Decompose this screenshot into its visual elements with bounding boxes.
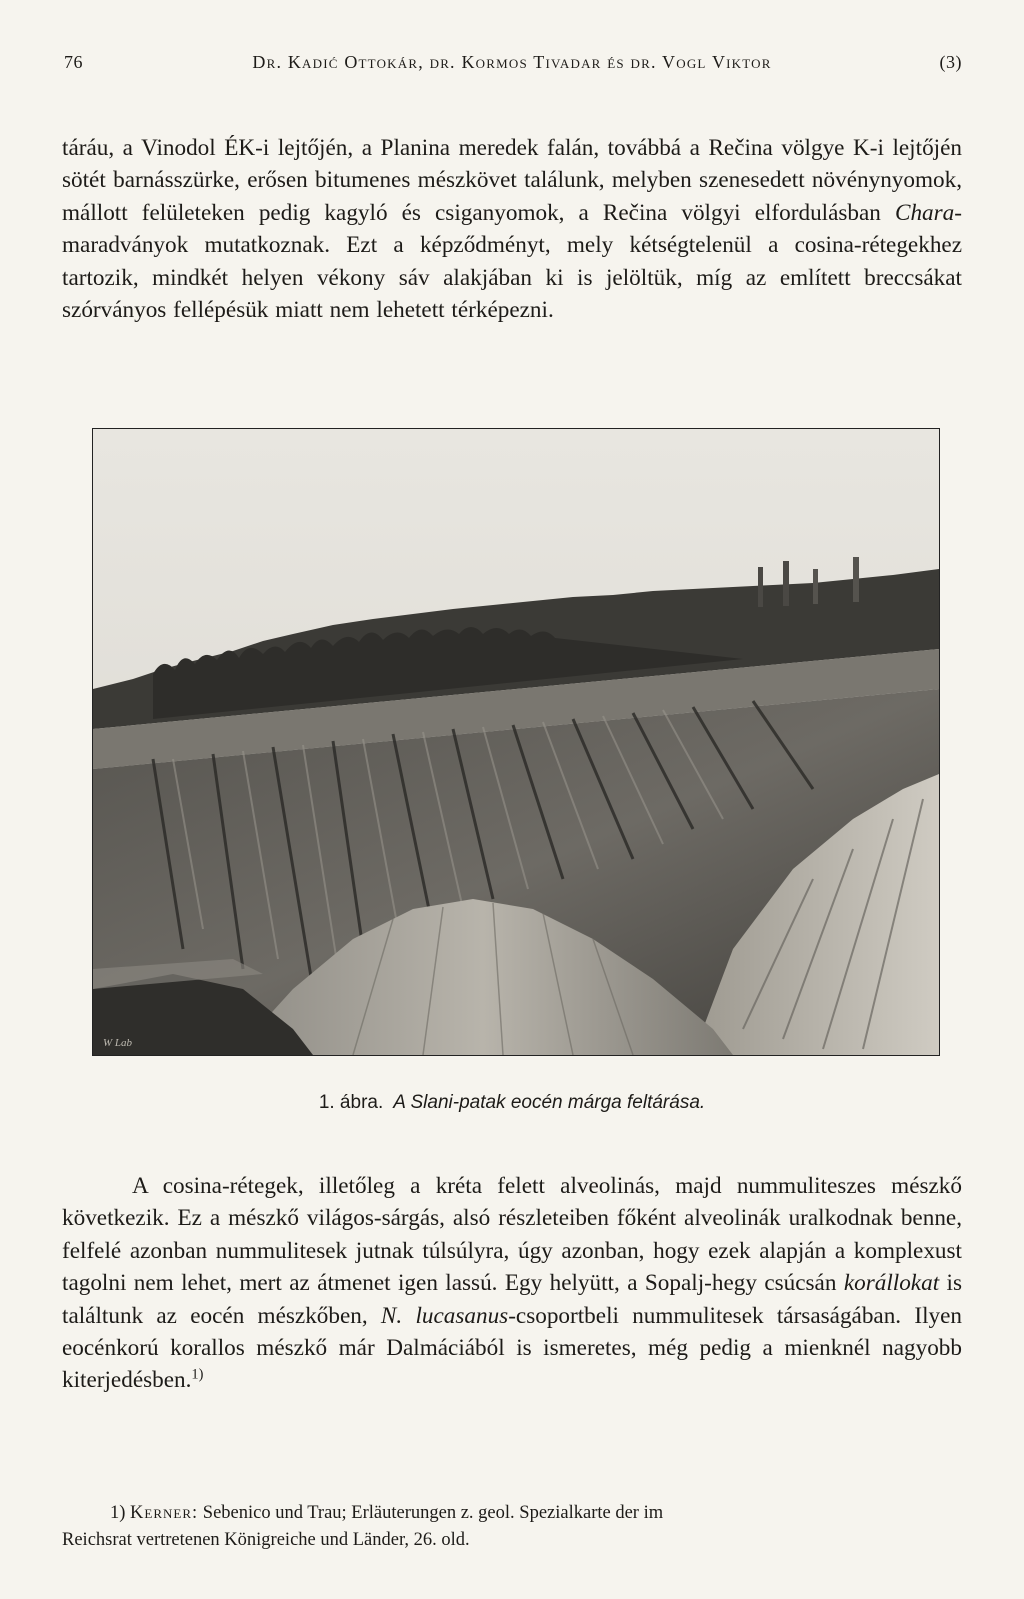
paragraph-top xyxy=(62,132,962,326)
caption-label: 1. ábra. xyxy=(318,1092,384,1113)
footnote-first-line xyxy=(62,1503,663,1523)
running-title: Dr. Kadić Ottokár, dr. Kormos Tivadar és dr. Vogl Viktor xyxy=(252,52,772,72)
italic-chara: Chara xyxy=(894,199,955,226)
paragraph-bottom-text-3: -csoportbeli nummulitesek társaságában. Ilyen eocénkorú korallos mészkő már Dalmáciából is ismeretes, még pedig a mienknél nagyobb kiterjedésben. xyxy=(62,1302,963,1394)
footnote-line-2: Reichsrat vertretenen Königreiche und Länder, 26. old. xyxy=(62,1530,470,1550)
paragraph-top-text-1: táráu, a Vinodol ÉK-i lejtőjén, a Planina meredek falán, továbbá a Rečina völgye K-i lejtőjén sötét barnásszürke, erősen bitumenes mészkövet találunk, melyben szenesedett növénynyomok, mállott felületeken pedig kagyló és csiganyomok, a Rečina völgyi elfordulásban xyxy=(62,135,962,226)
paragraph-bottom-text-2: is találtunk az eocén mészkőben, xyxy=(62,1270,962,1329)
footnote-author: Kerner: xyxy=(130,1503,199,1523)
footnote xyxy=(62,1500,962,1554)
page-number: 76 xyxy=(64,52,83,72)
running-header xyxy=(62,52,962,78)
italic-korallokat: korállokat xyxy=(843,1270,940,1297)
paragraph-bottom-text-1: A cosina-rétegek, illetőleg a kréta felett alveolinás, majd nummuliteszes mészkő következik. Ez a mészkő világos-sárgás, alsó részleteiben főként alveolinák uralkodnak benne, felfelé azonban nummulitesek jutnak túlsúlyra, úgy azonban, hogy ezek alapján a komplexust tagolni nem lehet, mert az átmenet igen lassú. Egy helyütt, a Sopalj-hegy csúcsán xyxy=(62,1173,962,1297)
footnote-line-1: Sebenico und Trau; Erläuterungen z. geol. Spezialkarte der im xyxy=(198,1503,664,1523)
paragraph-bottom xyxy=(62,1170,962,1397)
figure-caption xyxy=(62,1092,962,1114)
footnote-marker: 1) xyxy=(110,1503,126,1523)
caption-title: A Slani-patak eocén márga feltárása. xyxy=(393,1092,706,1113)
section-number: (3) xyxy=(939,52,962,72)
footnote-reference[interactable]: 1) xyxy=(191,1366,204,1383)
italic-species: N. lucasanus xyxy=(380,1302,509,1329)
figure-photograph xyxy=(92,428,940,1056)
paragraph-top-text-2: -maradványok mutatkoznak. Ezt a képződményt, mely kétségtelenül a cosina-rétegekhez tartozik, mindkét helyen vékony sáv alakjában ki is jelöltük, míg az említett breccsákat szórványos fellépésük miatt nem lehetett térképezni. xyxy=(62,199,962,324)
engraver-mark: W Lab xyxy=(103,1037,133,1049)
paragraph-bottom-text xyxy=(62,1170,962,1397)
landscape-photo xyxy=(93,429,939,1055)
paragraph-top-text xyxy=(62,132,962,326)
